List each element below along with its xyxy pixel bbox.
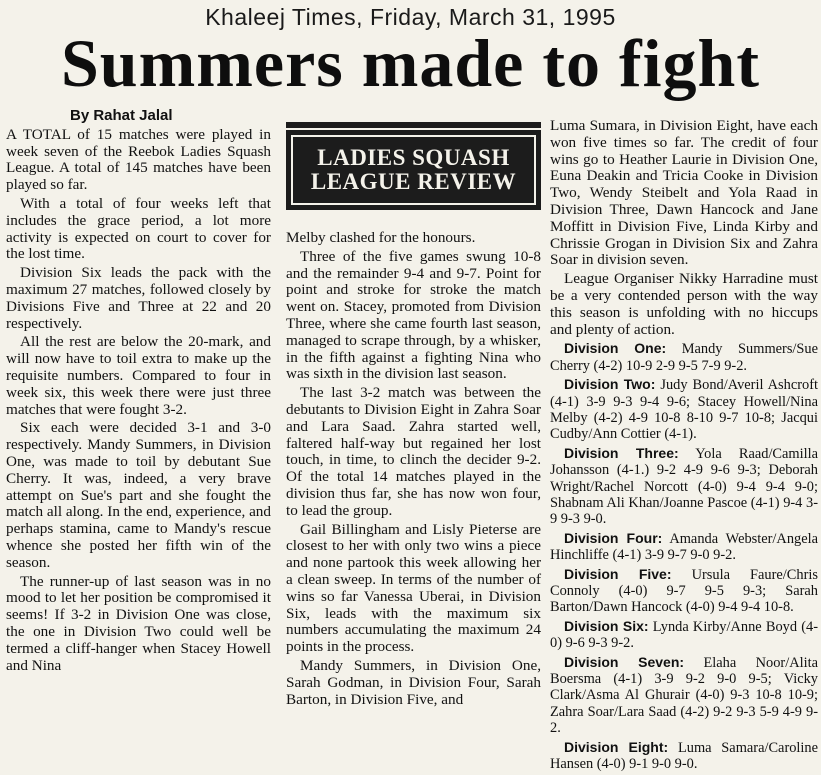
paragraph: All the rest are below the 20-mark, and will now have to toil extra to make up the requisite numbers. Compared to four in week six, this week there were just three matches that were fought 3-2. xyxy=(6,333,271,418)
division-label: Division Four: xyxy=(564,529,663,546)
paragraph: The runner-up of last season was in no mood to let her position be compromised it seems! If 3-2 in Division One was close, the one in Division Two could well be termed a cliff-hanger when Stacey Howell and Nina xyxy=(6,572,271,674)
result-text: Amanda Webster/Angela Hinchliffe (4-1) 3-9 9-7 9-0 9-2. xyxy=(550,530,818,564)
paragraph: Melby clashed for the honours. xyxy=(286,229,476,246)
result-text: Mandy Summers/Sue Cherry (4-2) 10-9 2-9 9-5 7-9 9-2. xyxy=(550,341,818,374)
result-text: Lynda Kirby/Anne Boyd (4-0) 9-6 9-3 9-2. xyxy=(550,618,818,652)
paragraph: Three of the five games swung 10-8 and the remainder 9-4 and 9-7. Point for point and stroke for stroke the match went on. Stacey, promoted from Division Three, where she came fourth last season, managed to scrape through, by a whisker, in the fifth against a fighting Nina who was sixth in the division last season. xyxy=(286,247,541,383)
paragraph: A TOTAL of 15 matches were played in week seven of the Reebok Ladies Squash League. A total of 145 matches have been played so far. xyxy=(6,125,271,194)
result-text: Yola Raad/Camilla Johansson (4-1.) 9-2 4-9 9-6 9-3; Deborah Wright/Rachel Norcott (4-0) 9-4 9-4 9-0; Shabnam Ali Khan/Joanne Pascoe (4-1) 9-4 3-9 9-3 9-0. xyxy=(550,445,818,528)
article-column-1 xyxy=(6,108,271,676)
result-entry xyxy=(550,618,818,652)
results-list xyxy=(550,340,818,772)
section-logo-line-2: LEAGUE REVIEW xyxy=(310,169,517,194)
section-logo xyxy=(286,130,541,210)
result-entry xyxy=(550,654,818,737)
division-label: Division Eight: xyxy=(564,738,669,755)
result-entry xyxy=(550,739,818,773)
byline: By Rahat Jalal xyxy=(70,107,173,124)
division-label: Division Seven: xyxy=(564,653,685,670)
result-text: Ursula Faure/Chris Connoly (4-0) 9-7 9-5 9-3; Sarah Barton/Dawn Hancock (4-0) 9-4 9-4 10-8. xyxy=(550,566,818,616)
division-label: Division Three: xyxy=(564,444,679,461)
result-text: Elaha Noor/Alita Boersma (4-1) 3-9 9-2 9-0 9-5; Vicky Clark/Asma Al Ghurair (4-0) 9-3 10-8 10-9; Zahra Soar/Lara Saad (4-2) 9-2 9-3 5-9 4-9 9-2. xyxy=(550,654,818,737)
paragraph: With a total of four weeks left that includes the grace period, a lot more activity is expected on court to cover for the lost time. xyxy=(6,194,271,263)
paragraph: Division Six leads the pack with the maximum 27 matches, followed closely by Divisions Five and Three at 22 and 20 respectively. xyxy=(6,264,271,332)
division-label: Division Five: xyxy=(564,565,672,582)
paragraph: Six each were decided 3-1 and 3-0 respectively. Mandy Summers, in Division One, was made to toil by debutant Sue Cherry. It was, indeed, a very brave attempt on Sue's part and she fought the match all along. In the end, experience, and perhaps stamina, came to Mandy's rescue whence she posted her fifth win of the season. xyxy=(6,419,271,571)
section-logo-line-1: LADIES SQUASH xyxy=(317,145,510,170)
paragraph: League Organiser Nikky Harradine must be a very contended person with the way this season is unfolding with no hiccups and plenty of action. xyxy=(550,270,818,338)
paragraph: Mandy Summers, in Division One, Sarah Godman, in Division Four, Sarah Barton, in Division Five, and xyxy=(286,656,541,708)
section-logo-frame xyxy=(286,122,541,210)
paragraph: Luma Sumara, in Division Eight, have each won five times so far. The credit of four wins go to Heather Laurie in Division One, Euna Deakin and Tricia Cooke in Division Two, Wendy Steibelt and Yola Raad in Division Three, Dawn Hancock and Jane Moffitt in Division Five, Linda Kirby and Chrissie Grogan in Division Six and Zahra Soar in division seven. xyxy=(550,117,818,269)
article-column-2 xyxy=(286,122,541,710)
result-entry xyxy=(550,530,818,564)
result-text: Judy Bond/Averil Ashcroft (4-1) 3-9 9-3 9-4 9-6; Stacey Howell/Nina Melby (4-2) 4-9 10-8 8-10 9-7 10-8; Jacqui Cudby/Ann Cottier (4-1). xyxy=(550,377,818,443)
result-entry xyxy=(550,445,818,528)
division-label: Division Two: xyxy=(564,376,656,393)
paragraph: Gail Billingham and Lisly Pieterse are closest to her with only two wins a piece and none partook this week allowing her a clean sweep. In terms of the number of wins so far Vanessa Uberai, in Division Six, leads with the maximum six numbers accumulating the maximum 24 points in the process. xyxy=(286,520,541,656)
division-label: Division One: xyxy=(564,340,667,357)
dateline: Khaleej Times, Friday, March 31, 1995 xyxy=(205,4,616,30)
paragraph: The last 3-2 match was between the debutants to Division Eight in Zahra Soar and Lara Saad. Zahra started well, faltered half-way but regained her lost touch, in time, to clinch the decider 9-2. Of the total 14 matches played in the division thus far, she has now won four, to lead the group. xyxy=(286,384,541,519)
result-text: Luma Samara/Caroline Hansen (4-0) 9-1 9-0 9-0. xyxy=(550,739,819,773)
result-entry xyxy=(550,376,818,443)
result-entry xyxy=(550,340,818,374)
result-entry xyxy=(550,566,818,616)
division-label: Division Six: xyxy=(564,617,649,634)
headline: Summers made to fight xyxy=(60,25,761,101)
article-column-3 xyxy=(550,118,818,775)
